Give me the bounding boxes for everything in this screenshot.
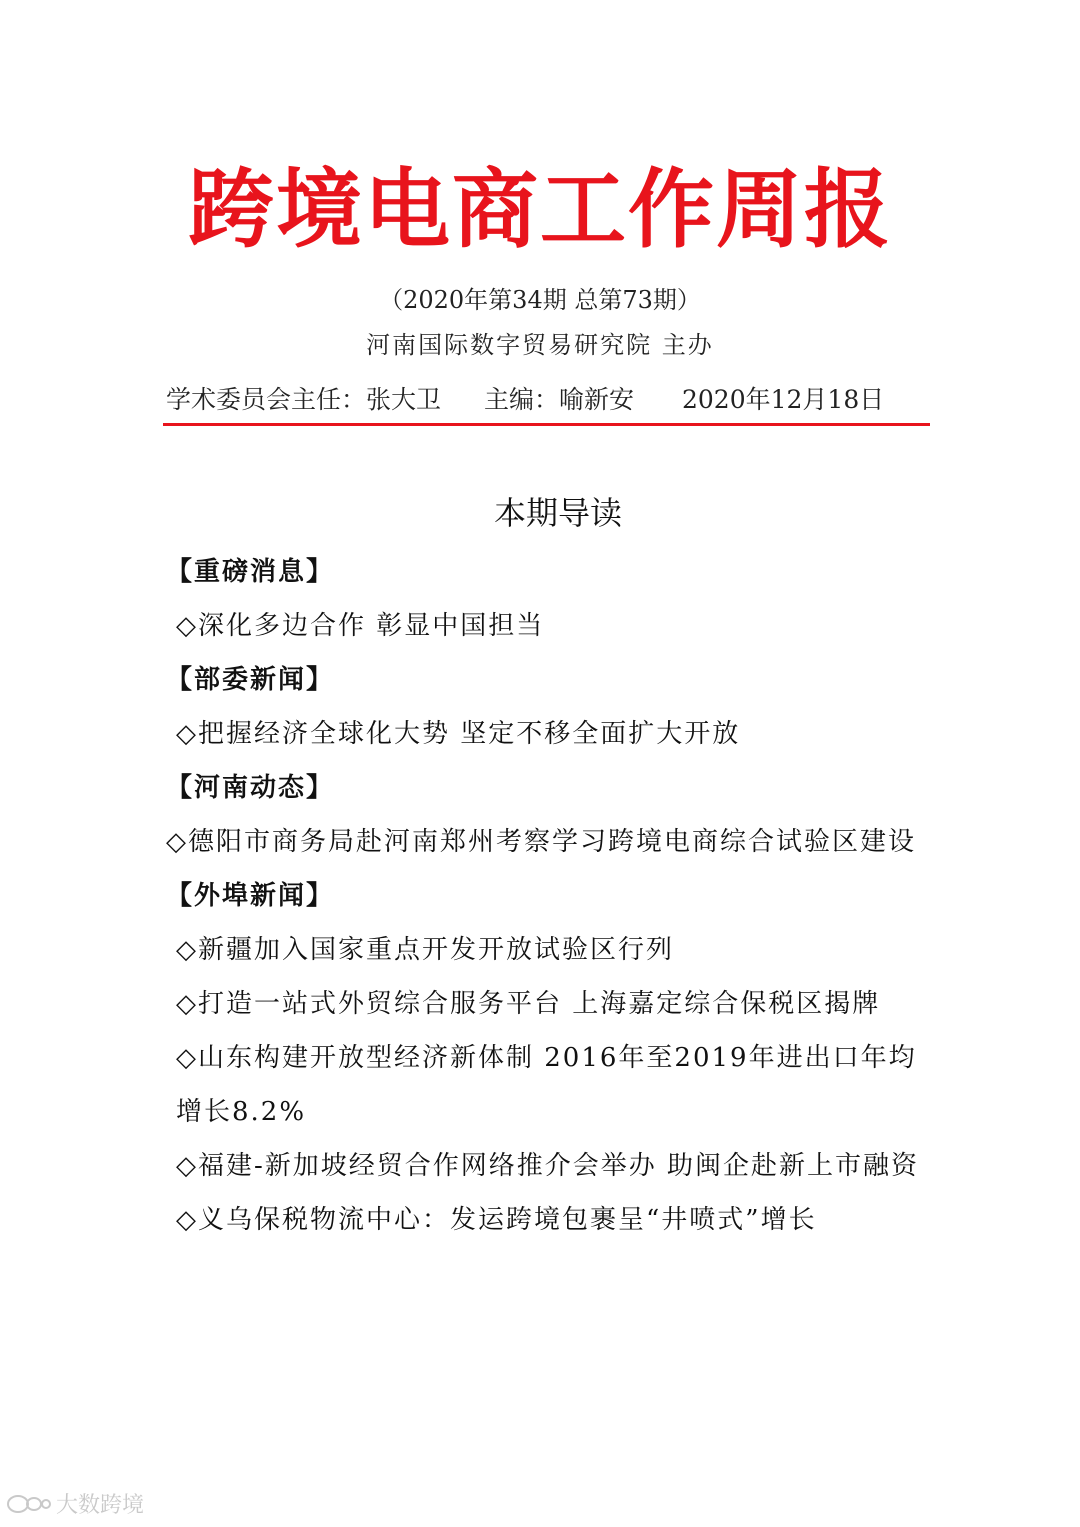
contents-item: ◇义乌保税物流中心：发运跨境包裹呈“井喷式”增长 xyxy=(176,1205,817,1235)
header-divider xyxy=(163,423,930,426)
chief-editor: 主编：喻新安 xyxy=(484,385,635,414)
contents-item: ◇新疆加入国家重点开发开放试验区行列 xyxy=(176,935,674,965)
contents-item: ◇山东构建开放型经济新体制 2016年至2019年进出口年均增长8.2% xyxy=(176,1043,917,1127)
contents-heading: 本期导读 xyxy=(493,494,622,532)
chat-bubble-logo-icon xyxy=(6,1492,52,1516)
publication-date: 2020年12月18日 xyxy=(682,385,885,414)
contents-list xyxy=(166,545,926,1247)
category-heading: 【河南动态】 xyxy=(166,773,335,803)
sponsor-line: 河南国际数字贸易研究院 主办 xyxy=(366,331,714,359)
editor-line xyxy=(166,380,926,416)
contents-item: ◇把握经济全球化大势 坚定不移全面扩大开放 xyxy=(176,719,741,749)
watermark-text: 大数跨境 xyxy=(56,1493,145,1518)
contents-item: ◇德阳市商务局赴河南郑州考察学习跨境电商综合试验区建设 xyxy=(166,827,916,857)
issue-number: （2020年第34期 总第73期） xyxy=(379,286,701,314)
committee-chair: 学术委员会主任：张大卫 xyxy=(166,385,442,414)
category-heading: 【重磅消息】 xyxy=(166,557,335,587)
watermark xyxy=(6,1488,144,1519)
contents-item: ◇福建-新加坡经贸合作网络推介会举办 助闽企赴新上市融资 xyxy=(176,1151,920,1181)
contents-item: ◇打造一站式外贸综合服务平台 上海嘉定综合保税区揭牌 xyxy=(176,989,881,1019)
category-heading: 【部委新闻】 xyxy=(166,665,335,695)
category-heading: 【外埠新闻】 xyxy=(166,881,335,911)
contents-item: ◇深化多边合作 彰显中国担当 xyxy=(176,611,545,641)
masthead-title: 跨境电商工作周报 xyxy=(188,160,892,260)
